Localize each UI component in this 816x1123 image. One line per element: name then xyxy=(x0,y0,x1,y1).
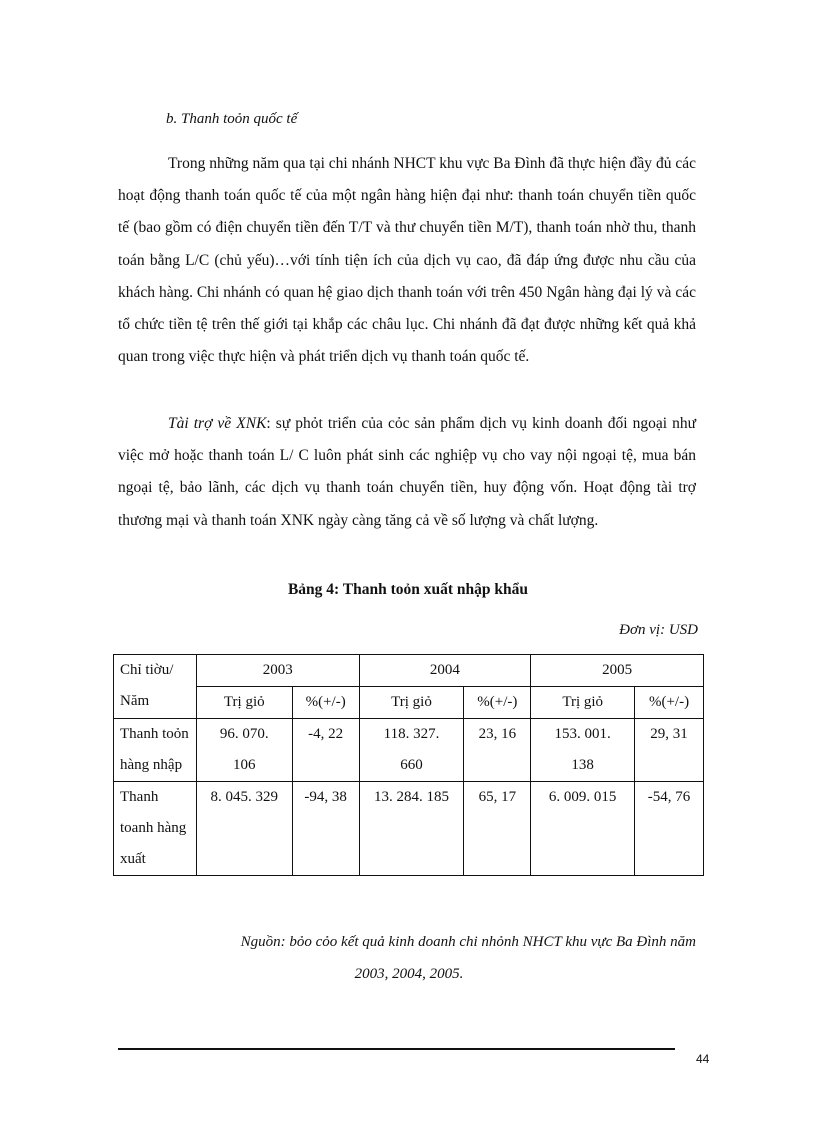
cell-value: 13. 284. 185 xyxy=(359,782,464,876)
paragraph-trade-finance xyxy=(118,408,696,537)
cell-pct: 23, 16 xyxy=(464,719,531,782)
trade-finance-text: : sự phỏt triển của cỏc sản phẩm dịch vụ kinh doanh đối ngoại như việc mở hoặc thanh toán L/ C luôn phát sinh các nghiệp vụ cho vay nội ngoại tệ, mua bán ngoại tệ, bảo lãnh, các dịch vụ thanh toán chuyển tiền, huy động vốn. Hoạt động tài trợ thương mại và thanh toán XNK ngày càng tăng cả về số lượng và chất lượng. xyxy=(118,415,696,529)
cell-pct: -4, 22 xyxy=(292,719,359,782)
corner-header-line1: Chỉ tiờu/ xyxy=(120,662,174,678)
row-label: Thanh toỏn hàng nhập xyxy=(114,719,197,782)
year-header-2003: 2003 xyxy=(196,655,359,687)
cell-pct: 65, 17 xyxy=(464,782,531,876)
cell-pct: 29, 31 xyxy=(635,719,704,782)
table-header-row xyxy=(114,655,704,687)
year-header-2004: 2004 xyxy=(359,655,531,687)
cell-pct: -94, 38 xyxy=(292,782,359,876)
table-row xyxy=(114,719,704,782)
corner-header-cell xyxy=(114,655,197,719)
cell-value: 8. 045. 329 xyxy=(196,782,292,876)
subheader-value: Trị giỏ xyxy=(531,687,635,719)
cell-pct: -54, 76 xyxy=(635,782,704,876)
corner-header-line2: Năm xyxy=(120,693,150,709)
import-export-table xyxy=(113,654,704,876)
row-label: Thanh toanh hàng xuất xyxy=(114,782,197,876)
table-subheader-row xyxy=(114,687,704,719)
subheader-pct: %(+/-) xyxy=(292,687,359,719)
subheader-value: Trị giỏ xyxy=(196,687,292,719)
paragraph-international-payment: Trong những năm qua tại chi nhánh NHCT khu vực Ba Đình đã thực hiện đầy đủ các hoạt động thanh toán quốc tế của một ngân hàng hiện đại như: thanh toán chuyển tiền quốc tế (bao gồm có điện chuyển tiền đến T/T và thư chuyển tiền M/T), thanh toán nhờ thu, thanh toán bằng L/C (chủ yếu)…với tính tiện ích của dịch vụ cao, đã đáp ứng được nhu cầu của khách hàng. Chi nhánh có quan hệ giao dịch thanh toán với trên 450 Ngân hàng đại lý và các tổ chức tiền tệ trên thế giới tại khắp các châu lục. Chi nhánh đã đạt được những kết quả khả quan trong việc thực hiện và phát triển dịch vụ thanh toán quốc tế. xyxy=(118,155,696,366)
table-unit: Đơn vị: USD xyxy=(619,622,698,638)
cell-value: 153. 001. 138 xyxy=(531,719,635,782)
table-row xyxy=(114,782,704,876)
year-header-2005: 2005 xyxy=(531,655,704,687)
subheader-pct: %(+/-) xyxy=(635,687,704,719)
cell-value: 118. 327. 660 xyxy=(359,719,464,782)
section-heading: b. Thanh toỏn quốc tế xyxy=(166,111,298,127)
subheader-pct: %(+/-) xyxy=(464,687,531,719)
cell-value: 6. 009. 015 xyxy=(531,782,635,876)
footer-divider xyxy=(118,1048,675,1050)
cell-value: 96. 070. 106 xyxy=(196,719,292,782)
table-caption: Bảng 4: Thanh toỏn xuất nhập khẩu xyxy=(287,581,529,598)
page-number: 44 xyxy=(696,1052,710,1066)
source-line2: 2003, 2004, 2005. xyxy=(354,966,464,982)
source-note xyxy=(118,926,696,990)
subheader-value: Trị giỏ xyxy=(359,687,464,719)
source-line1: Nguồn: bỏo cỏo kết quả kinh doanh chi nhỏnh NHCT khu vực Ba Đình năm xyxy=(240,934,696,950)
trade-finance-lead: Tài trợ về XNK xyxy=(168,415,267,432)
